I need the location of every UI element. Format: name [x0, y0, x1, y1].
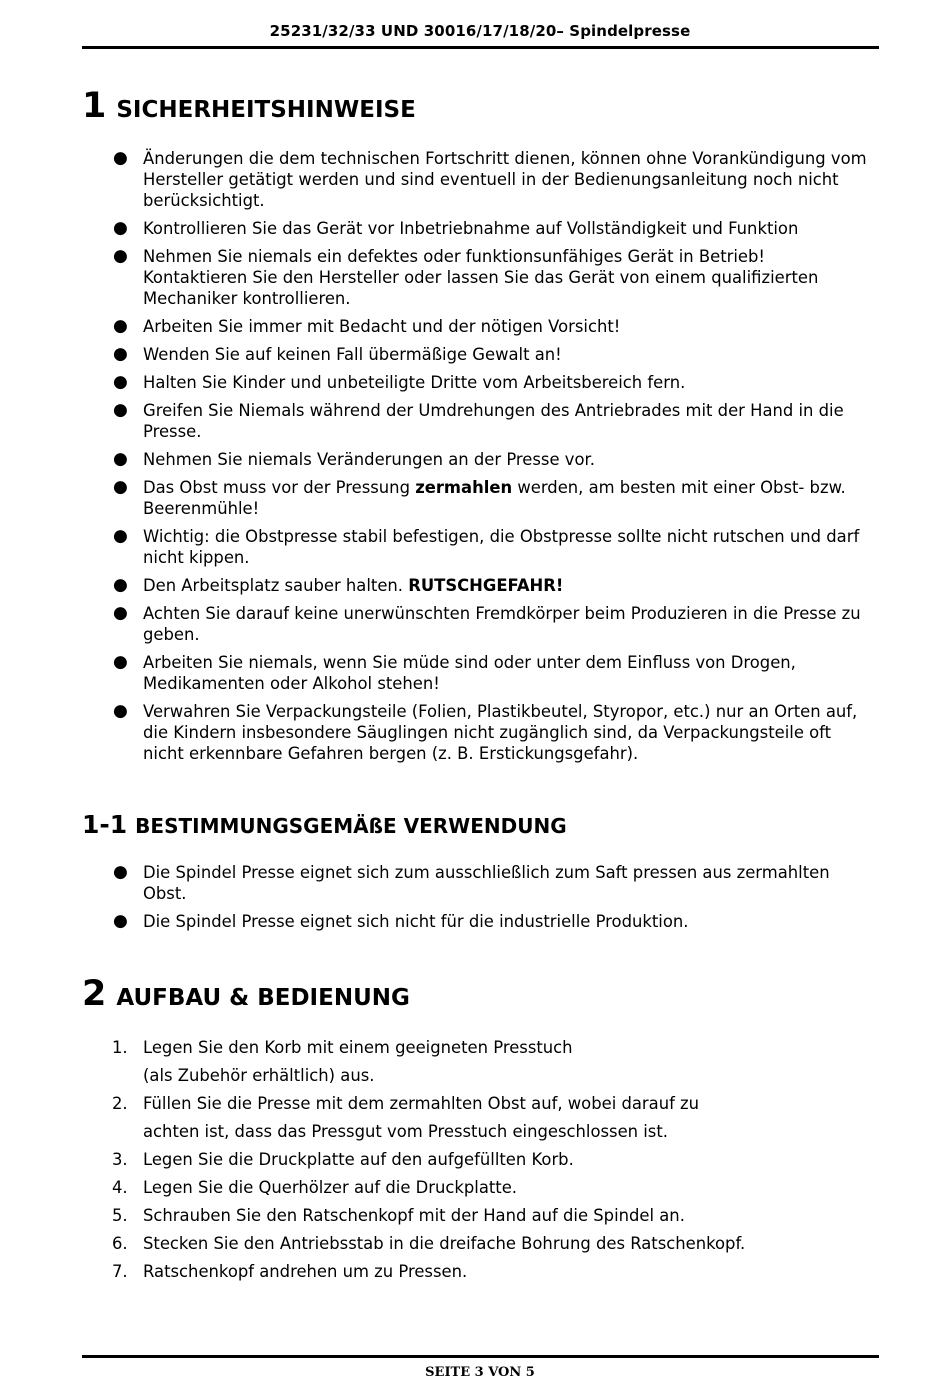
safety-notes-list: [0, 148, 950, 771]
list-item: ● Nehmen Sie niemals ein defektes oder funktionsunfähiges Gerät in Betrieb! Kontaktieren Sie den Hersteller oder lassen Sie das Gerät von einem qualifizierten Mechaniker kontrollieren.: [113, 246, 819, 308]
list-item: 2. Füllen Sie die Presse mit dem zermahlten Obst auf, wobei darauf zu achten ist, dass das Pressgut vom Presstuch eingeschlossen ist.: [0, 1090, 950, 1146]
section-2-heading: [82, 974, 410, 1014]
list-item: 5. Schrauben Sie den Ratschenkopf mit der Hand auf die Spindel an.: [0, 1202, 950, 1230]
bullet-icon: ●: [113, 862, 128, 882]
list-item: 1. Legen Sie den Korb mit einem geeigneten Presstuch (als Zubehör erhältlich) aus.: [0, 1034, 950, 1090]
bullet-icon: ●: [113, 911, 128, 931]
bullet-icon: ●: [113, 316, 128, 336]
list-item: ● Greifen Sie Niemals während der Umdrehungen des Antriebrades mit der Hand in die Presse.: [113, 400, 844, 441]
list-item: ● Wenden Sie auf keinen Fall übermäßige Gewalt an!: [113, 344, 562, 364]
step-number: 3.: [112, 1150, 128, 1169]
bullet-icon: ●: [113, 701, 128, 721]
bullet-icon: ●: [113, 575, 128, 595]
warning-text: RUTSCHGEFAHR!: [408, 576, 564, 595]
section-1-number: 1: [82, 86, 107, 126]
page-number: SEITE 3 VON 5: [425, 1365, 535, 1380]
header-rule: [82, 46, 879, 49]
bullet-icon: ●: [113, 218, 128, 238]
step-number: 1.: [112, 1038, 128, 1057]
list-item: ● Halten Sie Kinder und unbeteiligte Dritte vom Arbeitsbereich fern.: [113, 372, 686, 392]
list-item: ● Änderungen die dem technischen Fortschritt dienen, können ohne Vorankündigung vom Hersteller getätigt werden und sind eventuell in der Bedienungsanleitung noch nicht berücksichtigt.: [113, 148, 867, 210]
document-header-title: 25231/32/33 UND 30016/17/18/20– Spindelpresse: [269, 22, 691, 40]
section-1-heading: [82, 86, 416, 126]
list-item: ● Arbeiten Sie niemals, wenn Sie müde sind oder unter dem Einfluss von Drogen, Medikamenten oder Alkohol stehen!: [113, 652, 796, 693]
list-item: 4. Legen Sie die Querhölzer auf die Druckplatte.: [0, 1174, 950, 1202]
list-item: 3. Legen Sie die Druckplatte auf den aufgefüllten Korb.: [0, 1146, 950, 1174]
list-item: ● Nehmen Sie niemals Veränderungen an der Presse vor.: [113, 449, 595, 469]
bullet-icon: ●: [113, 400, 128, 420]
list-item: ● Arbeiten Sie immer mit Bedacht und der nötigen Vorsicht!: [113, 316, 621, 336]
section-1-title: SICHERHEITSHINWEISE: [116, 97, 416, 123]
assembly-steps-list: [0, 1034, 950, 1286]
step-number: 4.: [112, 1178, 128, 1197]
section-2-title: AUFBAU & BEDIENUNG: [116, 985, 410, 1011]
intended-use-list: [0, 862, 950, 939]
list-item: ● Verwahren Sie Verpackungsteile (Folien, Plastikbeutel, Styropor, etc.) nur an Orten auf, die Kindern insbesondere Säuglingen nicht zugänglich sind, da Verpackungsteile oft nicht erkennbare Gefahren bergen (z. B. Erstickungsgefahr).: [113, 701, 858, 763]
step-number: 5.: [112, 1206, 128, 1225]
step-number: 7.: [112, 1262, 128, 1281]
footer-rule: [82, 1355, 879, 1358]
bullet-icon: ●: [113, 477, 128, 497]
emphasis-text: zermahlen: [415, 478, 513, 497]
list-item: 6. Stecken Sie den Antriebsstab in die dreifache Bohrung des Ratschenkopf.: [0, 1230, 950, 1258]
bullet-icon: ●: [113, 344, 128, 364]
step-number: 6.: [112, 1234, 128, 1253]
bullet-icon: ●: [113, 449, 128, 469]
list-item: 7. Ratschenkopf andrehen um zu Pressen.: [0, 1258, 950, 1286]
list-item: ● Kontrollieren Sie das Gerät vor Inbetriebnahme auf Vollständigkeit und Funktion: [113, 218, 799, 238]
section-1-1-title: BESTIMMUNGSGEMÄßE VERWENDUNG: [135, 814, 567, 838]
bullet-icon: ●: [113, 603, 128, 623]
section-1-1-heading: [82, 810, 567, 839]
list-item: ● Die Spindel Presse eignet sich nicht für die industrielle Produktion.: [113, 911, 689, 931]
bullet-icon: ●: [113, 652, 128, 672]
step-number: 2.: [112, 1094, 128, 1113]
bullet-icon: ●: [113, 372, 128, 392]
list-item: ● Die Spindel Presse eignet sich zum ausschließlich zum Saft pressen aus zermahlten Obst.: [113, 862, 830, 903]
bullet-icon: ●: [113, 526, 128, 546]
section-1-1-number: 1-1: [82, 810, 128, 839]
list-item: ● Achten Sie darauf keine unerwünschten Fremdkörper beim Produzieren in die Presse zu geben.: [113, 603, 861, 644]
section-2-number: 2: [82, 974, 107, 1014]
bullet-icon: ●: [113, 246, 128, 266]
list-item: ● Den Arbeitsplatz sauber halten. RUTSCHGEFAHR!: [113, 575, 564, 595]
bullet-icon: ●: [113, 148, 128, 168]
list-item: ● Das Obst muss vor der Pressung zermahlen werden, am besten mit einer Obst- bzw. Beerenmühle!: [113, 477, 846, 518]
list-item: ● Wichtig: die Obstpresse stabil befestigen, die Obstpresse sollte nicht rutschen und darf nicht kippen.: [113, 526, 860, 567]
